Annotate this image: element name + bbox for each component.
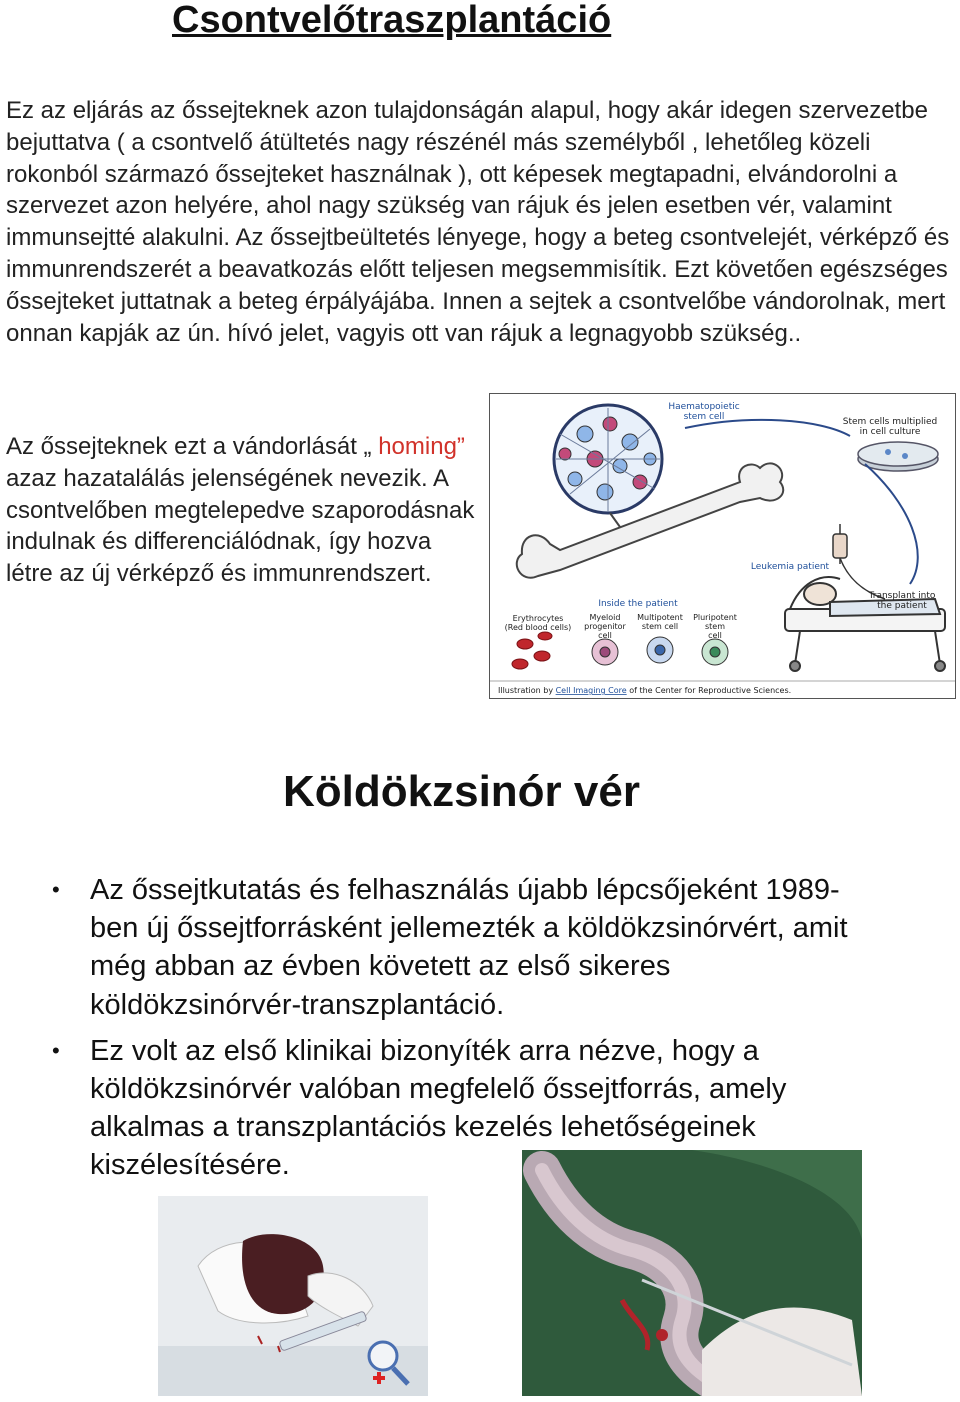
petri-dish-icon: [858, 442, 938, 471]
list-item: [52, 871, 872, 1024]
credit-after: of the Center for Reproductive Sciences.: [626, 686, 792, 695]
homing-paragraph: [6, 431, 481, 590]
hsc-label-2: stem cell: [683, 412, 725, 422]
magnifier-icon: [369, 1342, 397, 1370]
cord-photo-svg: [522, 1150, 862, 1396]
intro-text-1: Ez az eljárás az őssejteknek azon tulajdonságán alapul, hogy akár idegen szervezetbe bejuttatva ( a csontvelő átültetés nagy részénél más személyből , lehetőleg közeli rokonból származó őssejteket használnak ), ott képesek megtapadni, elvándorolni a szervezet azon helyére, ahol nagy szükség van rájuk és jelen esetben vér, valamint immunsejtté alakulni.: [6, 97, 928, 252]
cell-label-2b: stem cell: [641, 622, 679, 631]
list-item-text: Az őssejtkutatás és felhasználás újabb lépcsőjeként 1989-ben új őssejtforrásként jellemezték a köldökzsinórvért, amit még abban az évben követett az első sikeres köldökzsinórvér-transzplantáció.: [90, 874, 848, 1021]
bullet-icon: •: [52, 877, 60, 902]
bullet-icon: •: [52, 1037, 60, 1063]
intro-text-2: Az őssejtbeültetés lényege, hogy a beteg csontvelejét, vérképző és immunrendszerét a beavatkozás előtt teljesen megsemmisítik. Ezt követően egészséges őssejteket juttatnak a beteg érpályájába. Innen a sejtek a csontvelőbe vándorolnak, mert onnan kapják az ún. hívó jelet, vagyis ott van rájuk a legnagyobb szükség..: [6, 224, 950, 347]
culture-label-2: in cell culture: [859, 427, 921, 437]
progenitor-cells-icon: [592, 637, 728, 665]
page-title: Csontvelőtraszplantáció: [172, 0, 612, 41]
cell-label-3c: cell: [708, 631, 722, 640]
credit-link: Cell Imaging Core: [555, 686, 627, 695]
cell-label-2a: Multipotent: [637, 613, 683, 622]
stem-cell-transplant-illustration: [489, 393, 956, 699]
homing-text-after: azaz hazatalálás jelenségének nevezik.: [6, 464, 428, 492]
section-title-cord-blood: Köldökzsinór vér: [283, 767, 640, 816]
hsc-label-1: Haematopoietic: [668, 402, 740, 412]
cell-label-1c: cell: [598, 631, 612, 640]
illustration-credit: [498, 686, 791, 695]
homing-term: homing”: [378, 433, 465, 460]
cell-label-0a: Erythrocytes: [512, 614, 564, 623]
cell-label-1a: Myeloid: [589, 613, 621, 622]
differentiation-text: A csontvelőben megtelepedve szaporodásnak indulnak és differenciálódnak, így hozva létre az új vérképző és immunrendszert.: [6, 464, 475, 588]
transplant-label-2: the patient: [877, 601, 927, 611]
culture-label-1: Stem cells multiplied: [842, 417, 938, 427]
cord-blood-lab-photo: [158, 1196, 428, 1396]
cell-label-3b: stem: [704, 622, 726, 631]
homing-text-before: Az őssejteknek ezt a vándorlását „: [6, 433, 372, 460]
blood-cells-icon: [512, 632, 552, 669]
transplant-label-1: Transplant into: [868, 591, 936, 601]
umbilical-cord-photo: [522, 1150, 862, 1396]
arrow-to-patient: [865, 464, 918, 584]
arrow-to-culture: [685, 420, 850, 436]
lab-photo-svg: [158, 1196, 428, 1396]
intro-paragraph: [6, 95, 956, 349]
iv-drip-icon: [833, 524, 885, 599]
illustration-svg: [490, 394, 955, 698]
cell-label-0b: (Red blood cells): [504, 623, 572, 632]
list-item-text: Ez volt az első klinikai bizonyíték arra nézve, hogy a köldökzsinórvér valóban megfelelő őssejtforrás, amely alkalmas a transzplantációs kezelés lehetőségeinek kiszélesítésére.: [90, 1034, 787, 1182]
cell-label-3a: Pluripotent: [693, 613, 737, 622]
credit-before: Illustration by: [498, 686, 556, 695]
cell-label-1b: progenitor: [584, 622, 626, 631]
cord-blood-bullet-list: [52, 871, 872, 1193]
leukemia-label: Leukemia patient: [750, 562, 830, 572]
inside-label: Inside the patient: [598, 599, 678, 609]
